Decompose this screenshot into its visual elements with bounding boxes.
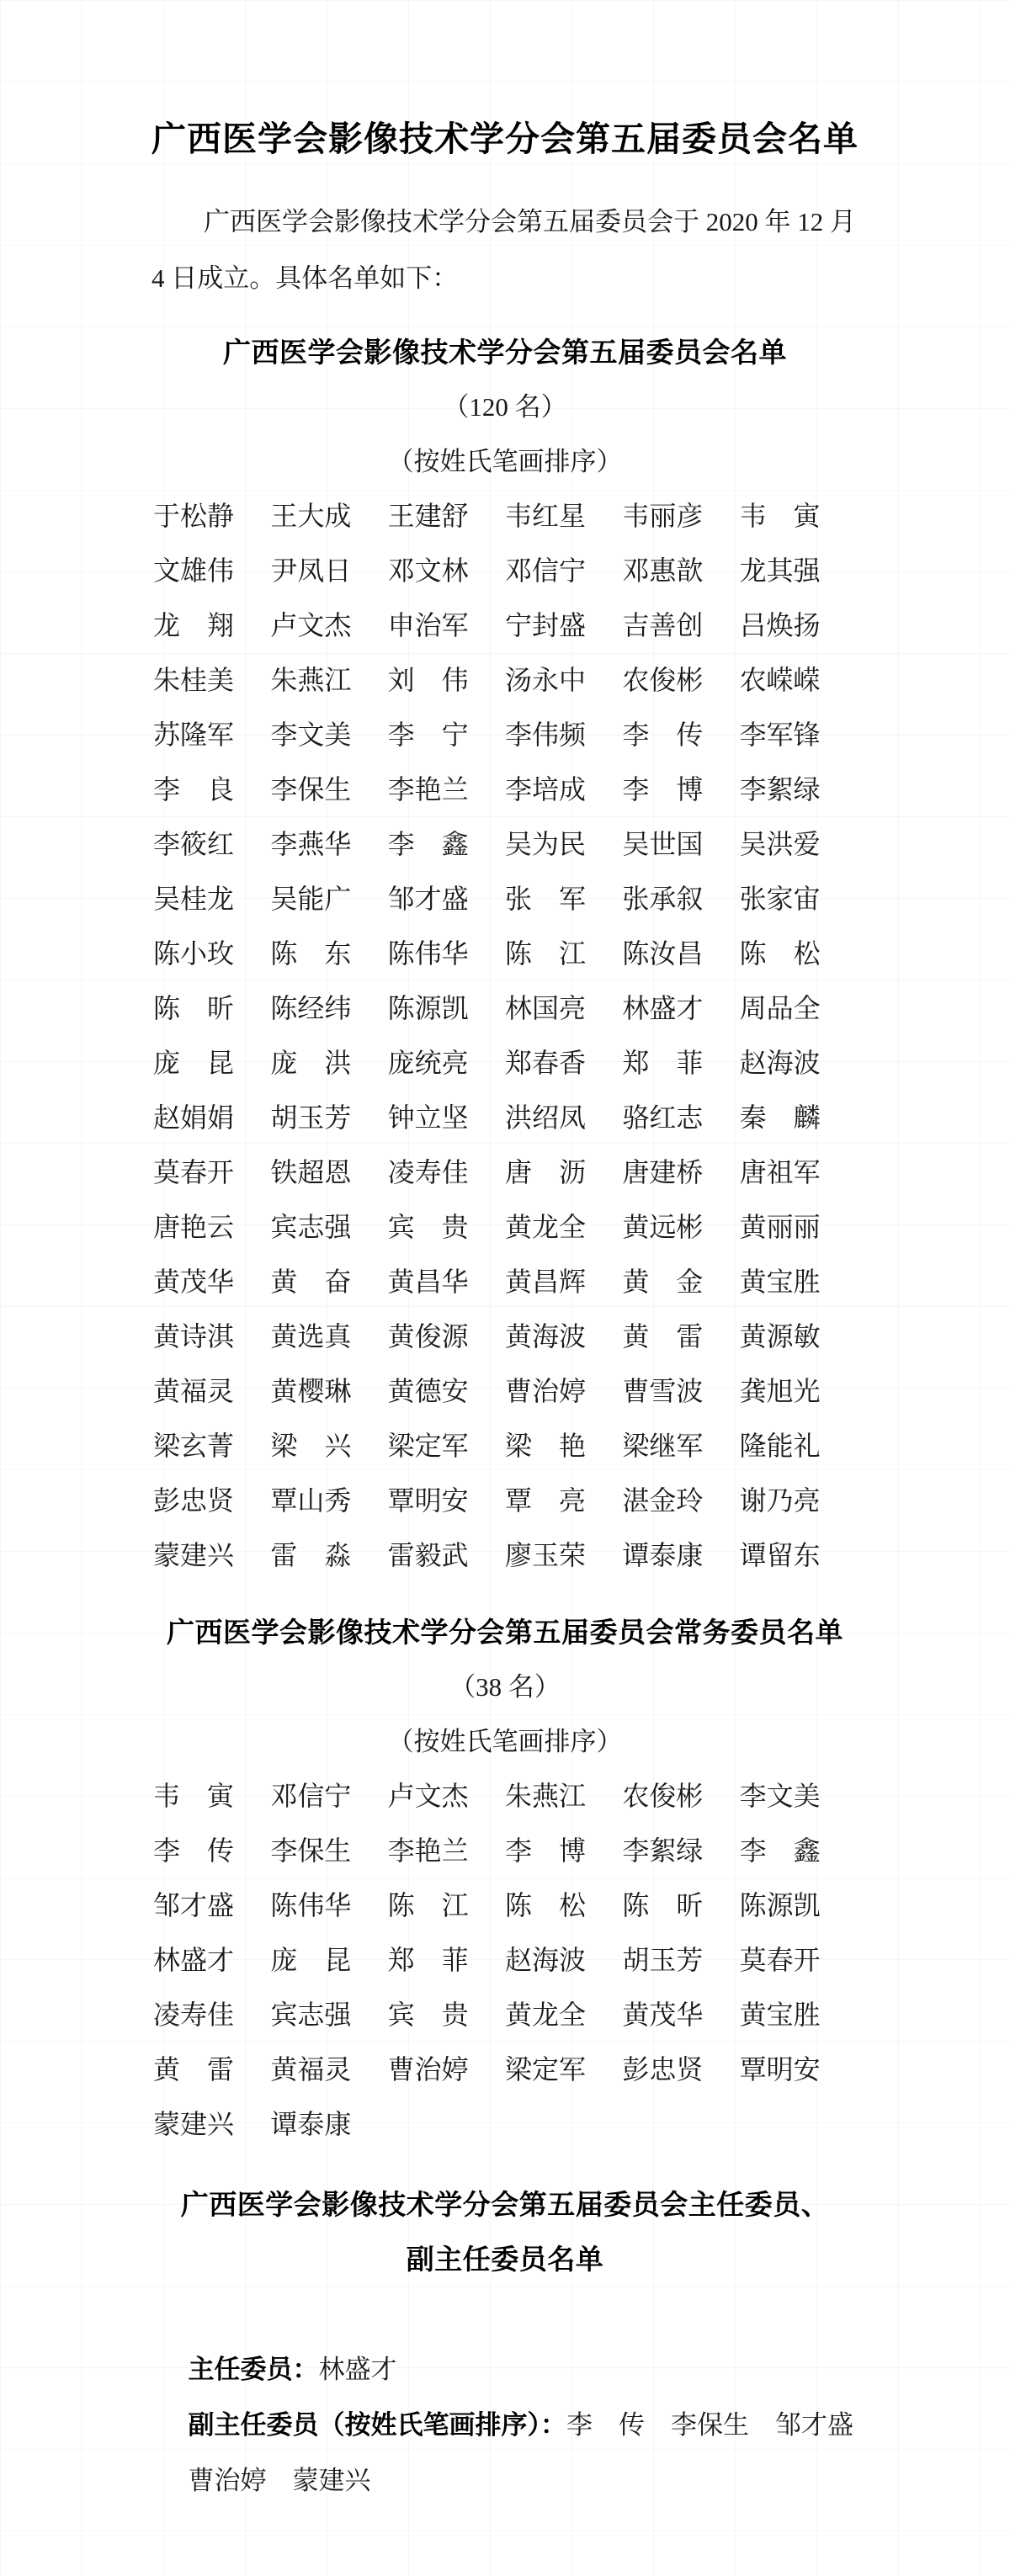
member-name: 陈伟华 [387,938,469,969]
member-name: 吴洪爱 [739,829,821,859]
member-name: 李 传 [153,1835,235,1866]
member-name: 黄茂华 [153,1267,235,1297]
member-name: 庞 昆 [153,1048,235,1078]
member-name: 黄选真 [270,1321,352,1352]
member-name: 李 鑫 [387,829,469,859]
member-row [153,927,857,981]
member-name: 曹雪波 [622,1376,704,1406]
member-name: 陈 松 [504,1890,586,1920]
member-name: 陈 昕 [622,1890,704,1920]
chairman-name: 林盛才 [318,2355,397,2384]
member-name: 庞 洪 [270,1048,352,1078]
member-row [153,1036,857,1091]
member-name: 文雄伟 [153,555,235,586]
member-row [153,762,857,817]
member-name: 黄远彬 [622,1212,704,1242]
member-name: 蒙建兴 [153,2109,235,2139]
member-name: 李文美 [270,720,352,750]
member-name: 黄德安 [387,1376,469,1406]
member-name: 林国亮 [504,993,586,1023]
vice-chairman-names-1: 李 传 李保生 邹才盛 [566,2410,853,2440]
member-name: 朱桂美 [153,665,235,695]
intro-line-2: 4 日成立。具体名单如下： [152,263,459,293]
member-row [153,1933,857,1988]
member-name: 宾志强 [270,2000,352,2030]
member-row [153,1364,857,1419]
member-name: 雷毅武 [387,1540,469,1570]
member-name: 赵海波 [504,1945,586,1975]
member-name: 陈 昕 [153,993,235,1023]
member-name: 黄宝胜 [739,2000,821,2030]
member-name: 李絮绿 [622,1835,704,1866]
member-name: 韦 寅 [739,501,821,531]
leaders-heading-line-1: 广西医学会影像技术学分会第五届委员会主任委员、 [180,2189,830,2220]
member-name: 赵海波 [739,1048,821,1078]
member-name: 尹凤日 [270,555,352,586]
member-name: 吴为民 [504,829,586,859]
member-row [153,1769,857,1824]
standing-count-note: （38 名） [449,1672,561,1702]
member-name: 黄龙全 [504,2000,586,2030]
member-name: 黄福灵 [153,1376,235,1406]
member-name: 李 博 [504,1835,586,1866]
member-name: 唐祖军 [739,1157,821,1187]
member-name: 黄 雷 [153,2054,235,2085]
member-name: 郑 菲 [622,1048,704,1078]
member-row [153,2042,857,2097]
leaders-body [149,2287,861,2495]
member-name: 吉善创 [622,610,704,640]
member-name: 张 军 [504,884,586,914]
member-row [153,817,857,872]
member-row [153,1474,857,1528]
member-row [153,981,857,1036]
member-name: 李艳兰 [387,774,469,805]
member-name: 李 宁 [387,720,469,750]
member-name: 黄诗淇 [153,1321,235,1352]
member-name: 陈小玫 [153,938,235,969]
standing-committee-heading: 广西医学会影像技术学分会第五届委员会常务委员名单 [167,1617,843,1648]
member-name: 谭泰康 [622,1540,704,1570]
member-name: 赵娟娟 [153,1102,235,1133]
member-name: 黄龙全 [504,1212,586,1242]
member-name: 李艳兰 [387,1835,469,1866]
member-name: 洪绍凤 [504,1102,586,1133]
member-name: 韦红星 [504,501,586,531]
member-name: 覃山秀 [270,1485,352,1516]
member-name: 王建舒 [387,501,469,531]
member-name: 李培成 [504,774,586,805]
member-name: 雷 淼 [270,1540,352,1570]
member-name: 黄 雷 [622,1321,704,1352]
member-name: 朱燕江 [504,1781,586,1811]
member-name: 李燕华 [270,829,352,859]
vice-chairman-names-2: 曹治婷 蒙建兴 [188,2466,371,2495]
member-row [153,2097,857,2152]
member-name: 邓信宁 [270,1781,352,1811]
member-name: 黄宝胜 [739,1267,821,1297]
member-name: 吴世国 [622,829,704,859]
member-name: 铁超恩 [270,1157,352,1187]
member-name: 宾 贵 [387,2000,469,2030]
intro-paragraph [152,194,858,306]
member-name: 郑 菲 [387,1945,469,1975]
member-row [153,708,857,762]
member-name: 陈 江 [387,1890,469,1920]
chairman-label: 主任委员： [188,2355,319,2384]
member-row [153,872,857,927]
intro-line-1: 广西医学会影像技术学分会第五届委员会于 2020 年 12 月 [204,207,856,236]
leaders-heading-line-2: 副主任委员名单 [406,2244,604,2275]
member-name: 唐 沥 [504,1157,586,1187]
member-row [153,544,857,598]
member-name: 陈伟华 [270,1890,352,1920]
member-row [153,1878,857,1933]
member-name: 梁 艳 [504,1431,586,1461]
member-name: 蒙建兴 [153,1540,235,1570]
member-name: 李保生 [270,1835,352,1866]
member-name: 黄源敏 [739,1321,821,1352]
member-name: 张承叙 [622,884,704,914]
member-name: 唐艳云 [153,1212,235,1242]
member-name: 李筱红 [153,829,235,859]
member-name: 周品全 [739,993,821,1023]
member-name: 胡玉芳 [270,1102,352,1133]
member-row [153,1824,857,1878]
member-name: 林盛才 [622,993,704,1023]
member-name: 卢文杰 [270,610,352,640]
member-name: 陈 松 [739,938,821,969]
member-name: 于松静 [153,501,235,531]
member-name: 卢文杰 [387,1781,469,1811]
member-name: 黄昌华 [387,1267,469,1297]
member-name: 李军锋 [739,720,821,750]
member-name: 梁定军 [504,2054,586,2085]
member-name: 吴桂龙 [153,884,235,914]
member-name: 钟立坚 [387,1102,469,1133]
committee-member-grid [153,489,857,1583]
member-name: 莫春开 [739,1945,821,1975]
member-row [153,1200,857,1255]
member-name: 梁定军 [387,1431,469,1461]
member-name: 曹治婷 [504,1376,586,1406]
vice-chairman-label: 副主任委员（按姓氏笔画排序）： [188,2410,566,2440]
member-name: 李 良 [153,774,235,805]
member-name: 覃明安 [387,1485,469,1516]
member-name: 农俊彬 [622,665,704,695]
member-name: 申治军 [387,610,469,640]
member-name: 龙其强 [739,555,821,586]
member-name: 陈汝昌 [622,938,704,969]
member-name: 黄樱琳 [270,1376,352,1406]
member-name: 覃明安 [739,2054,821,2085]
member-row [153,1091,857,1145]
member-name: 邹才盛 [387,884,469,914]
member-name: 李文美 [739,1781,821,1811]
member-name: 曹治婷 [387,2054,469,2085]
member-name: 李保生 [270,774,352,805]
member-name: 李絮绿 [739,774,821,805]
member-name: 黄茂华 [622,2000,704,2030]
member-name: 吴能广 [270,884,352,914]
member-row [153,1145,857,1200]
member-row [153,1419,857,1474]
member-name: 谢乃亮 [739,1485,821,1516]
member-name: 邓信宁 [504,555,586,586]
member-name: 彭忠贤 [153,1485,235,1516]
member-row [153,1528,857,1583]
member-name: 骆红志 [622,1102,704,1133]
member-row [153,598,857,653]
member-name: 龙 翔 [153,610,235,640]
member-name: 宾 贵 [387,1212,469,1242]
member-name: 谭留东 [739,1540,821,1570]
member-name: 邓文林 [387,555,469,586]
member-name: 邹才盛 [153,1890,235,1920]
member-name: 谭泰康 [270,2109,352,2139]
member-name: 宁封盛 [504,610,586,640]
member-name: 朱燕江 [270,665,352,695]
member-name: 黄海波 [504,1321,586,1352]
member-name: 刘 伟 [387,665,469,695]
member-name: 王大成 [270,501,352,531]
standing-member-grid [153,1769,857,2152]
member-name: 宾志强 [270,1212,352,1242]
member-name: 彭忠贤 [622,2054,704,2085]
standing-sort-note: （按姓氏笔画排序） [387,1727,623,1756]
member-name: 韦 寅 [153,1781,235,1811]
member-name: 黄俊源 [387,1321,469,1352]
member-name: 李 传 [622,720,704,750]
member-name: 陈 江 [504,938,586,969]
member-name: 李 博 [622,774,704,805]
member-name: 李 鑫 [739,1835,821,1866]
member-name: 农嵘嵘 [739,665,821,695]
member-name: 胡玉芳 [622,1945,704,1975]
member-name: 邓惠歆 [622,555,704,586]
member-name: 隆能礼 [739,1431,821,1461]
member-row [153,1255,857,1309]
member-name: 庞 昆 [270,1945,352,1975]
member-name: 黄 奋 [270,1267,352,1297]
member-row [153,1309,857,1364]
member-name: 郑春香 [504,1048,586,1078]
member-row [153,1988,857,2042]
member-name: 李伟频 [504,720,586,750]
member-name: 秦 麟 [739,1102,821,1133]
chairman-line [149,2287,861,2384]
member-name: 陈经纬 [270,993,352,1023]
member-name: 梁玄菁 [153,1431,235,1461]
member-name: 张家宙 [739,884,821,914]
member-name: 陈 东 [270,938,352,969]
member-name: 林盛才 [153,1945,235,1975]
member-name: 韦丽彦 [622,501,704,531]
member-row [153,489,857,544]
member-name: 黄昌辉 [504,1267,586,1297]
committee-list-heading: 广西医学会影像技术学分会第五届委员会名单 [223,337,787,368]
member-name: 黄 金 [622,1267,704,1297]
member-name: 农俊彬 [622,1781,704,1811]
member-name: 陈源凯 [739,1890,821,1920]
member-name: 庞统亮 [387,1048,469,1078]
member-name: 莫春开 [153,1157,235,1187]
page-title: 广西医学会影像技术学分会第五届委员会名单 [152,120,858,158]
member-name: 黄福灵 [270,2054,352,2085]
committee-count-note: （120 名） [443,392,567,422]
member-name: 廖玉荣 [504,1540,586,1570]
member-name: 苏隆军 [153,720,235,750]
member-name: 汤永中 [504,665,586,695]
member-name: 唐建桥 [622,1157,704,1187]
member-name: 陈源凯 [387,993,469,1023]
member-name: 凌寿佳 [387,1157,469,1187]
member-name: 覃 亮 [504,1485,586,1516]
member-name: 黄丽丽 [739,1212,821,1242]
member-name: 湛金玲 [622,1485,704,1516]
committee-sort-note: （按姓氏笔画排序） [387,447,623,476]
member-name: 梁 兴 [270,1431,352,1461]
member-name: 梁继军 [622,1431,704,1461]
member-name: 凌寿佳 [153,2000,235,2030]
member-name: 吕焕扬 [739,610,821,640]
member-row [153,653,857,708]
member-name: 龚旭光 [739,1376,821,1406]
